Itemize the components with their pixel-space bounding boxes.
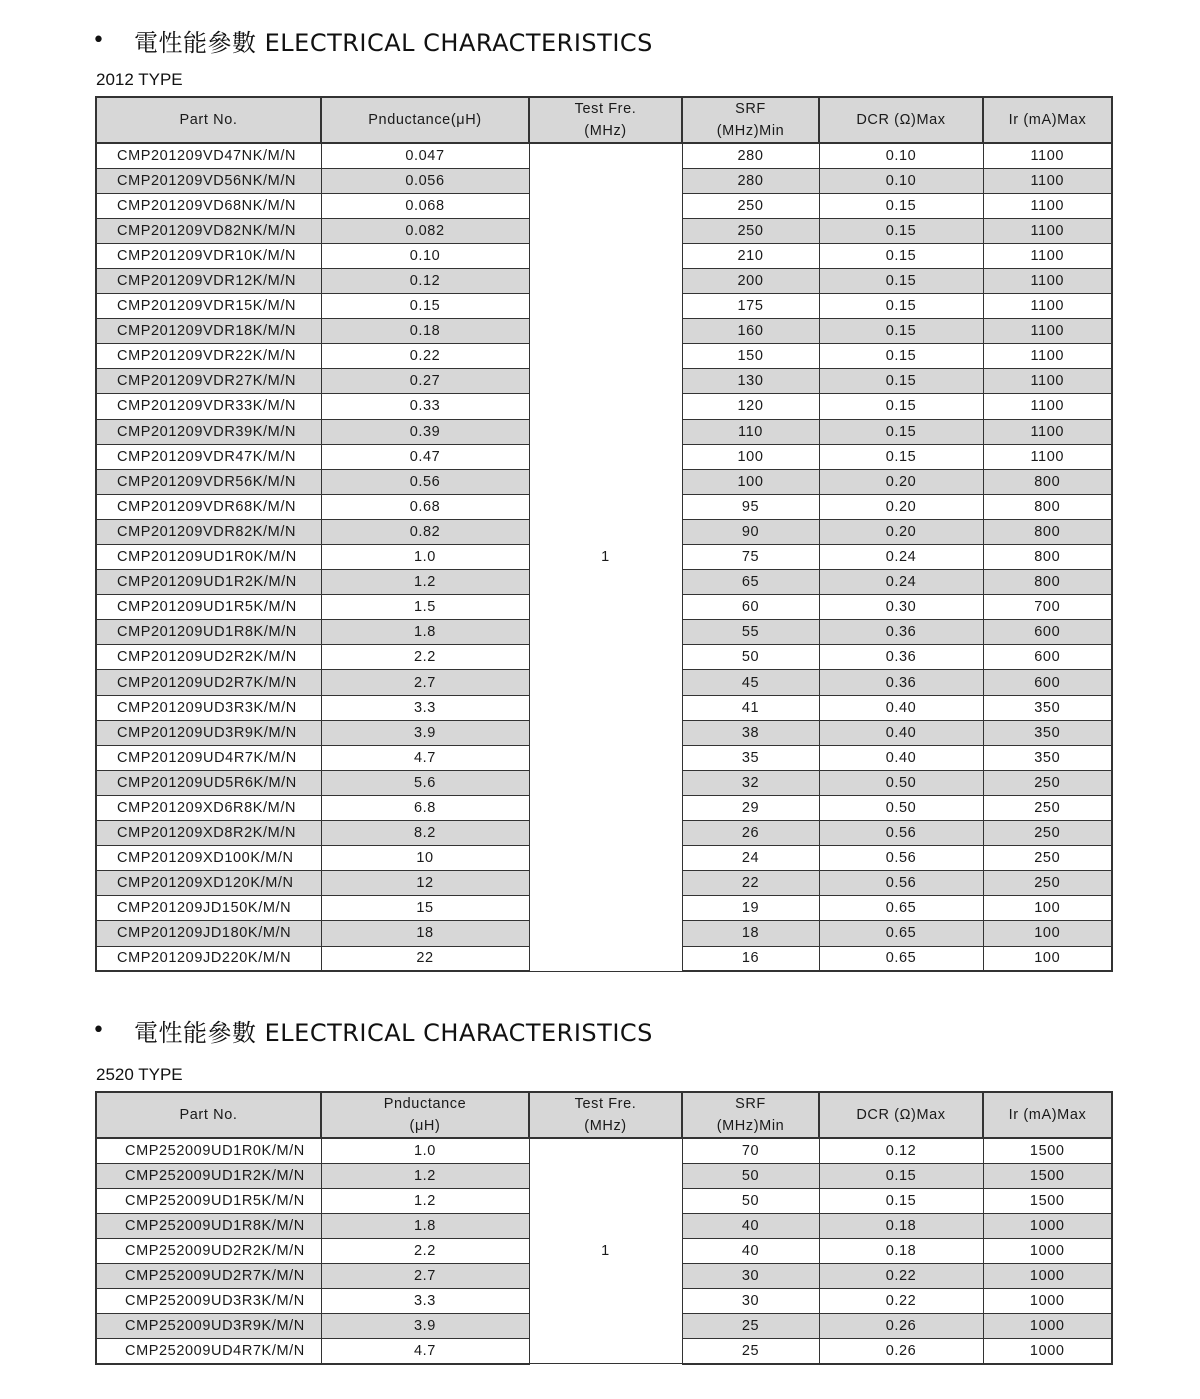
part-number-cell: CMP201209UD1R2K/M/N bbox=[96, 570, 321, 595]
srf-cell: 250 bbox=[682, 218, 819, 243]
dcr-cell: 0.56 bbox=[819, 821, 983, 846]
dcr-cell: 0.15 bbox=[819, 319, 983, 344]
srf-cell: 130 bbox=[682, 369, 819, 394]
dcr-cell: 0.20 bbox=[819, 494, 983, 519]
inductance-cell: 4.7 bbox=[321, 1339, 529, 1364]
dcr-cell: 0.15 bbox=[819, 444, 983, 469]
part-number-cell: CMP201209VDR47K/M/N bbox=[96, 444, 321, 469]
inductance-cell: 5.6 bbox=[321, 770, 529, 795]
ir-cell: 100 bbox=[983, 921, 1112, 946]
inductance-cell: 0.10 bbox=[321, 243, 529, 268]
dcr-cell: 0.15 bbox=[819, 419, 983, 444]
header-inductance: Pnductance(μH) bbox=[321, 97, 529, 143]
ir-cell: 1000 bbox=[983, 1289, 1112, 1314]
inductance-cell: 2.7 bbox=[321, 670, 529, 695]
dcr-cell: 0.30 bbox=[819, 595, 983, 620]
part-number-cell: CMP201209VDR82K/M/N bbox=[96, 519, 321, 544]
ir-cell: 1100 bbox=[983, 193, 1112, 218]
ir-cell: 1100 bbox=[983, 344, 1112, 369]
dcr-cell: 0.10 bbox=[819, 168, 983, 193]
inductance-cell: 1.2 bbox=[321, 1188, 529, 1213]
inductance-cell: 0.56 bbox=[321, 469, 529, 494]
inductance-cell: 3.3 bbox=[321, 695, 529, 720]
part-number-cell: CMP201209UD3R3K/M/N bbox=[96, 695, 321, 720]
dcr-cell: 0.24 bbox=[819, 545, 983, 570]
ir-cell: 1000 bbox=[983, 1238, 1112, 1263]
srf-cell: 24 bbox=[682, 846, 819, 871]
part-number-cell: CMP252009UD3R3K/M/N bbox=[96, 1289, 321, 1314]
srf-cell: 16 bbox=[682, 946, 819, 971]
srf-cell: 38 bbox=[682, 720, 819, 745]
inductance-cell: 0.47 bbox=[321, 444, 529, 469]
header-part-no: Part No. bbox=[96, 97, 321, 143]
dcr-cell: 0.18 bbox=[819, 1238, 983, 1263]
ir-cell: 1100 bbox=[983, 294, 1112, 319]
srf-cell: 50 bbox=[682, 645, 819, 670]
srf-cell: 110 bbox=[682, 419, 819, 444]
header-inductance: Pnductance (μH) bbox=[321, 1092, 529, 1138]
srf-cell: 26 bbox=[682, 821, 819, 846]
ir-cell: 1100 bbox=[983, 444, 1112, 469]
inductance-cell: 0.33 bbox=[321, 394, 529, 419]
part-number-cell: CMP252009UD1R2K/M/N bbox=[96, 1163, 321, 1188]
inductance-cell: 6.8 bbox=[321, 795, 529, 820]
ir-cell: 1100 bbox=[983, 394, 1112, 419]
inductance-cell: 1.2 bbox=[321, 570, 529, 595]
bullet-icon: • bbox=[92, 1017, 106, 1043]
part-number-cell: CMP201209JD150K/M/N bbox=[96, 896, 321, 921]
srf-cell: 160 bbox=[682, 319, 819, 344]
ir-cell: 1100 bbox=[983, 319, 1112, 344]
inductance-cell: 1.0 bbox=[321, 545, 529, 570]
part-number-cell: CMP201209VDR68K/M/N bbox=[96, 494, 321, 519]
dcr-cell: 0.15 bbox=[819, 394, 983, 419]
part-number-cell: CMP201209UD4R7K/M/N bbox=[96, 745, 321, 770]
ir-cell: 1000 bbox=[983, 1213, 1112, 1238]
inductance-cell: 0.068 bbox=[321, 193, 529, 218]
dcr-cell: 0.40 bbox=[819, 720, 983, 745]
part-number-cell: CMP201209UD5R6K/M/N bbox=[96, 770, 321, 795]
spec-table-2520 bbox=[95, 1091, 1113, 1365]
srf-cell: 18 bbox=[682, 921, 819, 946]
part-number-cell: CMP252009UD1R0K/M/N bbox=[96, 1138, 321, 1163]
srf-cell: 35 bbox=[682, 745, 819, 770]
inductance-cell: 1.5 bbox=[321, 595, 529, 620]
dcr-cell: 0.15 bbox=[819, 369, 983, 394]
part-number-cell: CMP201209VDR56K/M/N bbox=[96, 469, 321, 494]
srf-cell: 90 bbox=[682, 519, 819, 544]
ir-cell: 600 bbox=[983, 670, 1112, 695]
srf-cell: 70 bbox=[682, 1138, 819, 1163]
dcr-cell: 0.36 bbox=[819, 670, 983, 695]
ir-cell: 1000 bbox=[983, 1339, 1112, 1364]
ir-cell: 800 bbox=[983, 469, 1112, 494]
srf-cell: 40 bbox=[682, 1213, 819, 1238]
table-body-2520 bbox=[96, 1138, 1112, 1364]
dcr-cell: 0.26 bbox=[819, 1314, 983, 1339]
part-number-cell: CMP201209UD2R2K/M/N bbox=[96, 645, 321, 670]
part-number-cell: CMP201209UD1R5K/M/N bbox=[96, 595, 321, 620]
bullet-icon: • bbox=[92, 27, 106, 53]
table-row bbox=[96, 143, 1112, 168]
ir-cell: 1100 bbox=[983, 243, 1112, 268]
inductance-cell: 2.7 bbox=[321, 1263, 529, 1288]
header-srf: SRF (MHz)Min bbox=[682, 1092, 819, 1138]
ir-cell: 250 bbox=[983, 770, 1112, 795]
srf-cell: 50 bbox=[682, 1163, 819, 1188]
dcr-cell: 0.50 bbox=[819, 770, 983, 795]
dcr-cell: 0.26 bbox=[819, 1339, 983, 1364]
srf-cell: 55 bbox=[682, 620, 819, 645]
ir-cell: 1500 bbox=[983, 1138, 1112, 1163]
srf-cell: 280 bbox=[682, 168, 819, 193]
inductance-cell: 0.68 bbox=[321, 494, 529, 519]
part-number-cell: CMP201209XD8R2K/M/N bbox=[96, 821, 321, 846]
part-number-cell: CMP201209UD2R7K/M/N bbox=[96, 670, 321, 695]
srf-cell: 50 bbox=[682, 1188, 819, 1213]
inductance-cell: 2.2 bbox=[321, 645, 529, 670]
srf-cell: 75 bbox=[682, 545, 819, 570]
ir-cell: 1100 bbox=[983, 268, 1112, 293]
inductance-cell: 0.82 bbox=[321, 519, 529, 544]
part-number-cell: CMP201209VDR39K/M/N bbox=[96, 419, 321, 444]
type-label-2520: 2520 TYPE bbox=[96, 1065, 183, 1084]
srf-cell: 175 bbox=[682, 294, 819, 319]
header-dcr: DCR (Ω)Max bbox=[819, 1092, 983, 1138]
inductance-cell: 8.2 bbox=[321, 821, 529, 846]
dcr-cell: 0.22 bbox=[819, 1289, 983, 1314]
ir-cell: 700 bbox=[983, 595, 1112, 620]
inductance-cell: 0.15 bbox=[321, 294, 529, 319]
part-number-cell: CMP201209UD1R8K/M/N bbox=[96, 620, 321, 645]
srf-cell: 65 bbox=[682, 570, 819, 595]
ir-cell: 250 bbox=[983, 846, 1112, 871]
part-number-cell: CMP201209VDR15K/M/N bbox=[96, 294, 321, 319]
header-part-no: Part No. bbox=[96, 1092, 321, 1138]
dcr-cell: 0.36 bbox=[819, 645, 983, 670]
inductance-cell: 0.082 bbox=[321, 218, 529, 243]
part-number-cell: CMP252009UD2R2K/M/N bbox=[96, 1238, 321, 1263]
inductance-cell: 12 bbox=[321, 871, 529, 896]
ir-cell: 1500 bbox=[983, 1188, 1112, 1213]
srf-cell: 29 bbox=[682, 795, 819, 820]
inductance-cell: 1.0 bbox=[321, 1138, 529, 1163]
inductance-cell: 10 bbox=[321, 846, 529, 871]
dcr-cell: 0.24 bbox=[819, 570, 983, 595]
inductance-cell: 1.8 bbox=[321, 620, 529, 645]
ir-cell: 250 bbox=[983, 871, 1112, 896]
srf-cell: 250 bbox=[682, 193, 819, 218]
srf-cell: 30 bbox=[682, 1263, 819, 1288]
dcr-cell: 0.65 bbox=[819, 946, 983, 971]
ir-cell: 1100 bbox=[983, 369, 1112, 394]
srf-cell: 210 bbox=[682, 243, 819, 268]
ir-cell: 1100 bbox=[983, 419, 1112, 444]
srf-cell: 30 bbox=[682, 1289, 819, 1314]
inductance-cell: 4.7 bbox=[321, 745, 529, 770]
inductance-cell: 3.9 bbox=[321, 720, 529, 745]
ir-cell: 350 bbox=[983, 745, 1112, 770]
heading-text: 電性能參數 ELECTRICAL CHARACTERISTICS bbox=[134, 1018, 653, 1047]
ir-cell: 1100 bbox=[983, 218, 1112, 243]
dcr-cell: 0.15 bbox=[819, 344, 983, 369]
srf-cell: 150 bbox=[682, 344, 819, 369]
part-number-cell: CMP201209VDR18K/M/N bbox=[96, 319, 321, 344]
test-frequency-cell: 1 bbox=[529, 1138, 682, 1364]
srf-cell: 280 bbox=[682, 143, 819, 168]
dcr-cell: 0.20 bbox=[819, 519, 983, 544]
srf-cell: 40 bbox=[682, 1238, 819, 1263]
ir-cell: 350 bbox=[983, 695, 1112, 720]
inductance-cell: 3.3 bbox=[321, 1289, 529, 1314]
heading-text: 電性能參數 ELECTRICAL CHARACTERISTICS bbox=[134, 28, 653, 57]
part-number-cell: CMP252009UD3R9K/M/N bbox=[96, 1314, 321, 1339]
inductance-cell: 0.12 bbox=[321, 268, 529, 293]
dcr-cell: 0.40 bbox=[819, 745, 983, 770]
dcr-cell: 0.15 bbox=[819, 294, 983, 319]
srf-cell: 200 bbox=[682, 268, 819, 293]
part-number-cell: CMP201209VD82NK/M/N bbox=[96, 218, 321, 243]
dcr-cell: 0.56 bbox=[819, 846, 983, 871]
part-number-cell: CMP201209VDR27K/M/N bbox=[96, 369, 321, 394]
part-number-cell: CMP252009UD1R8K/M/N bbox=[96, 1213, 321, 1238]
table-body-2012 bbox=[96, 143, 1112, 971]
ir-cell: 1100 bbox=[983, 143, 1112, 168]
dcr-cell: 0.15 bbox=[819, 268, 983, 293]
dcr-cell: 0.22 bbox=[819, 1263, 983, 1288]
srf-cell: 45 bbox=[682, 670, 819, 695]
part-number-cell: CMP201209XD120K/M/N bbox=[96, 871, 321, 896]
ir-cell: 600 bbox=[983, 645, 1112, 670]
header-ir: Ir (mA)Max bbox=[983, 97, 1112, 143]
srf-cell: 22 bbox=[682, 871, 819, 896]
header-ir: Ir (mA)Max bbox=[983, 1092, 1112, 1138]
header-srf: SRF (MHz)Min bbox=[682, 97, 819, 143]
section-heading-2 bbox=[92, 1013, 653, 1047]
ir-cell: 600 bbox=[983, 620, 1112, 645]
dcr-cell: 0.15 bbox=[819, 1188, 983, 1213]
part-number-cell: CMP201209VD47NK/M/N bbox=[96, 143, 321, 168]
srf-cell: 120 bbox=[682, 394, 819, 419]
srf-cell: 95 bbox=[682, 494, 819, 519]
inductance-cell: 1.2 bbox=[321, 1163, 529, 1188]
part-number-cell: CMP201209VD68NK/M/N bbox=[96, 193, 321, 218]
table-row bbox=[96, 1138, 1112, 1163]
ir-cell: 1000 bbox=[983, 1314, 1112, 1339]
ir-cell: 800 bbox=[983, 570, 1112, 595]
type-label-2012: 2012 TYPE bbox=[96, 70, 183, 89]
part-number-cell: CMP252009UD1R5K/M/N bbox=[96, 1188, 321, 1213]
part-number-cell: CMP252009UD4R7K/M/N bbox=[96, 1339, 321, 1364]
ir-cell: 1100 bbox=[983, 168, 1112, 193]
part-number-cell: CMP201209JD180K/M/N bbox=[96, 921, 321, 946]
inductance-cell: 18 bbox=[321, 921, 529, 946]
inductance-cell: 0.18 bbox=[321, 319, 529, 344]
dcr-cell: 0.15 bbox=[819, 193, 983, 218]
srf-cell: 25 bbox=[682, 1314, 819, 1339]
ir-cell: 800 bbox=[983, 494, 1112, 519]
dcr-cell: 0.40 bbox=[819, 695, 983, 720]
test-frequency-cell: 1 bbox=[529, 143, 682, 971]
part-number-cell: CMP201209VDR33K/M/N bbox=[96, 394, 321, 419]
part-number-cell: CMP201209UD1R0K/M/N bbox=[96, 545, 321, 570]
inductance-cell: 0.22 bbox=[321, 344, 529, 369]
part-number-cell: CMP201209JD220K/M/N bbox=[96, 946, 321, 971]
ir-cell: 250 bbox=[983, 821, 1112, 846]
dcr-cell: 0.10 bbox=[819, 143, 983, 168]
ir-cell: 1000 bbox=[983, 1263, 1112, 1288]
dcr-cell: 0.56 bbox=[819, 871, 983, 896]
ir-cell: 250 bbox=[983, 795, 1112, 820]
srf-cell: 100 bbox=[682, 444, 819, 469]
ir-cell: 100 bbox=[983, 896, 1112, 921]
part-number-cell: CMP201209XD6R8K/M/N bbox=[96, 795, 321, 820]
header-dcr: DCR (Ω)Max bbox=[819, 97, 983, 143]
inductance-cell: 22 bbox=[321, 946, 529, 971]
part-number-cell: CMP201209XD100K/M/N bbox=[96, 846, 321, 871]
dcr-cell: 0.12 bbox=[819, 1138, 983, 1163]
srf-cell: 100 bbox=[682, 469, 819, 494]
section-heading-1 bbox=[92, 23, 653, 57]
ir-cell: 350 bbox=[983, 720, 1112, 745]
dcr-cell: 0.50 bbox=[819, 795, 983, 820]
ir-cell: 100 bbox=[983, 946, 1112, 971]
dcr-cell: 0.20 bbox=[819, 469, 983, 494]
srf-cell: 25 bbox=[682, 1339, 819, 1364]
ir-cell: 1500 bbox=[983, 1163, 1112, 1188]
part-number-cell: CMP201209VD56NK/M/N bbox=[96, 168, 321, 193]
srf-cell: 32 bbox=[682, 770, 819, 795]
ir-cell: 800 bbox=[983, 545, 1112, 570]
part-number-cell: CMP201209VDR10K/M/N bbox=[96, 243, 321, 268]
srf-cell: 19 bbox=[682, 896, 819, 921]
inductance-cell: 0.056 bbox=[321, 168, 529, 193]
dcr-cell: 0.65 bbox=[819, 921, 983, 946]
dcr-cell: 0.36 bbox=[819, 620, 983, 645]
header-test-frequency: Test Fre. (MHz) bbox=[529, 97, 682, 143]
ir-cell: 800 bbox=[983, 519, 1112, 544]
part-number-cell: CMP201209VDR22K/M/N bbox=[96, 344, 321, 369]
part-number-cell: CMP201209VDR12K/M/N bbox=[96, 268, 321, 293]
part-number-cell: CMP201209UD3R9K/M/N bbox=[96, 720, 321, 745]
part-number-cell: CMP252009UD2R7K/M/N bbox=[96, 1263, 321, 1288]
inductance-cell: 1.8 bbox=[321, 1213, 529, 1238]
inductance-cell: 0.27 bbox=[321, 369, 529, 394]
inductance-cell: 15 bbox=[321, 896, 529, 921]
dcr-cell: 0.65 bbox=[819, 896, 983, 921]
dcr-cell: 0.18 bbox=[819, 1213, 983, 1238]
dcr-cell: 0.15 bbox=[819, 243, 983, 268]
dcr-cell: 0.15 bbox=[819, 218, 983, 243]
srf-cell: 41 bbox=[682, 695, 819, 720]
srf-cell: 60 bbox=[682, 595, 819, 620]
inductance-cell: 0.39 bbox=[321, 419, 529, 444]
header-test-frequency: Test Fre. (MHz) bbox=[529, 1092, 682, 1138]
inductance-cell: 0.047 bbox=[321, 143, 529, 168]
inductance-cell: 2.2 bbox=[321, 1238, 529, 1263]
inductance-cell: 3.9 bbox=[321, 1314, 529, 1339]
spec-table-2012 bbox=[95, 96, 1113, 972]
dcr-cell: 0.15 bbox=[819, 1163, 983, 1188]
